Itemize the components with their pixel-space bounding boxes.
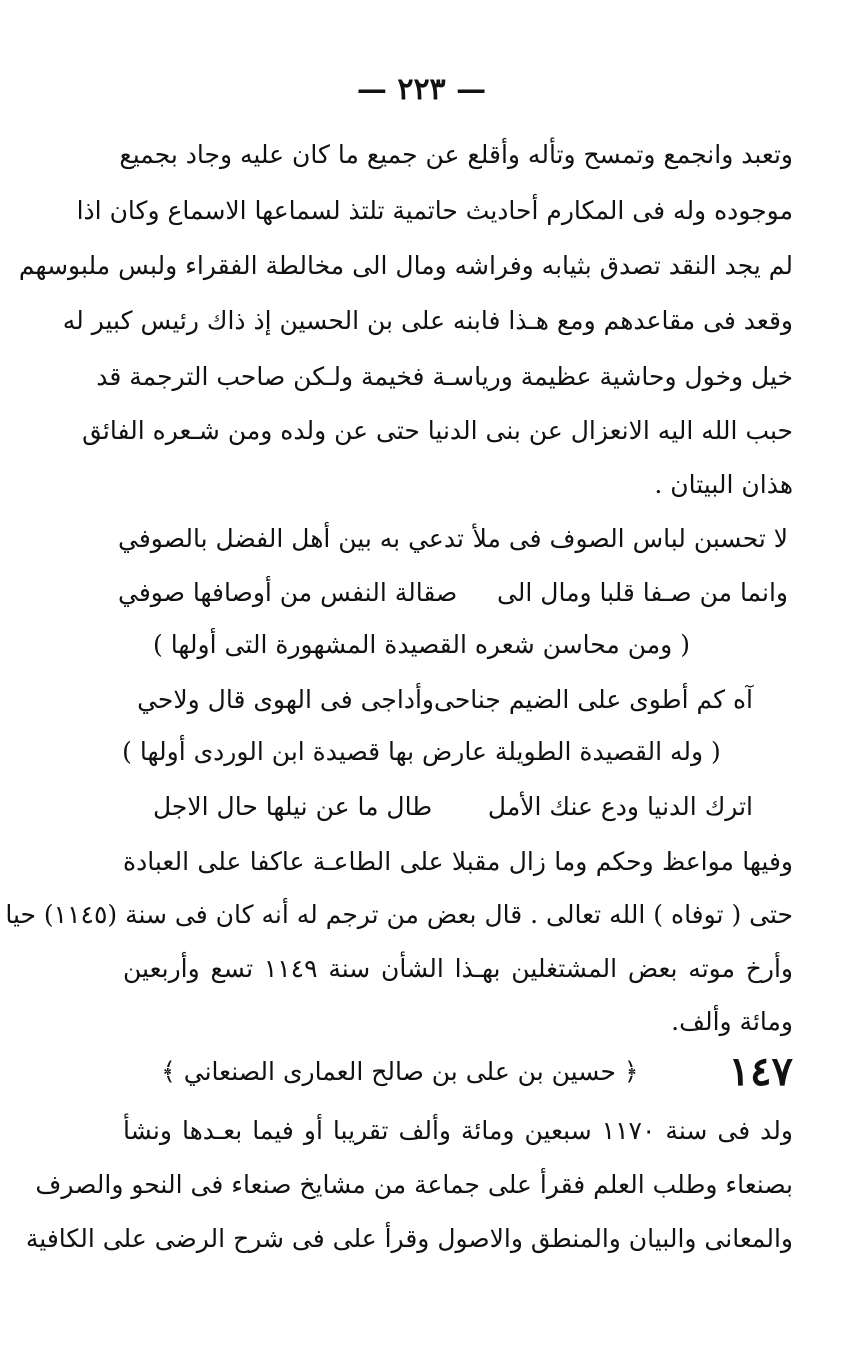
text-line: بصنعاء وطلب العلم فقرأ على جماعة من مشايخ صنعاء فى النحو والصرف [35,1170,793,1199]
text-line: وتعبد وانجمع وتمسح وتأله وأقلع عن جميع ما كان عليه وجاد بجميع [119,140,793,169]
entry-heading [123,1048,793,1095]
poem-verse [118,576,788,610]
text-line: حبب الله اليه الانعزال عن بنى الدنيا حتى عن ولده ومن شـعره الفائق [82,416,793,445]
verse-second-hemistich: وأداجى فى الهوى قال ولاحي [137,685,434,714]
text-line: ومائة وألف. [671,1007,793,1036]
poem-verse [153,790,753,824]
text-line: حتى ( توفاه ) الله تعالى . قال بعض من ترجم له أنه كان فى سنة (١١٤٥) حيا [5,900,793,929]
verse-note: ( ومن محاسن شعره القصيدة المشهورة التى أولها ) [153,630,690,659]
text-line: والمعانى والبيان والمنطق والاصول وقرأ على فى شرح الرضى على الكافية [25,1224,793,1253]
text-line: وقعد فى مقاعدهم ومع هـذا فابنه على بن الحسين إذ ذاك رئيس كبير له [62,306,793,335]
verse-second-hemistich: طال ما عن نيلها حال الاجل [153,792,433,821]
poem-verse [118,522,788,556]
verse-first-hemistich: آه كم أطوى على الضيم جناحى [433,685,753,714]
entry-number: ١٤٧ [728,1048,793,1095]
text-line: خيل وخول وحاشية عظيمة ورياسـة فخيمة ولـكن صاحب الترجمة قد [96,362,793,391]
entry-title: ﴿ حسين بن على بن صالح العمارى الصنعاني ﴾ [161,1057,639,1086]
verse-note: ( وله القصيدة الطويلة عارض بها قصيدة ابن الوردى أولها ) [122,737,721,766]
verse-first-hemistich: اترك الدنيا ودع عنك الأمل [487,792,753,821]
verse-second-hemistich: صقالة النفس من أوصافها صوفي [118,578,458,607]
text-line: وفيها مواعظ وحكم وما زال مقبلا على الطاعـة عاكفا على العبادة [123,847,793,876]
verse-first-hemistich: وانما من صـفا قلبا ومال الى [496,578,788,607]
page-number: — ٢٢٣ — [356,72,487,107]
verse-first-hemistich: لا تحسبن لباس الصوف فى ملأ [472,524,788,553]
text-line: لم يجد النقد تصدق بثيابه وفراشه ومال الى مخالطة الفقراء ولبس ملبوسهم [18,251,793,280]
text-line: موجوده وله فى المكارم أحاديث حاتمية تلتذ لسماعها الاسماع وكان اذا [76,196,793,225]
verse-second-hemistich: تدعي به بين أهل الفضل بالصوفي [118,524,464,553]
text-line: هذان البيتان . [654,470,793,499]
text-line: ولد فى سنة ١١٧٠ سبعين ومائة وألف تقريبا أو فيما بعـدها ونشأ [123,1116,793,1145]
text-line: وأرخ موته بعض المشتغلين بهـذا الشأن سنة ١١٤٩ تسع وأربعين [123,954,793,983]
poem-verse [137,683,753,717]
